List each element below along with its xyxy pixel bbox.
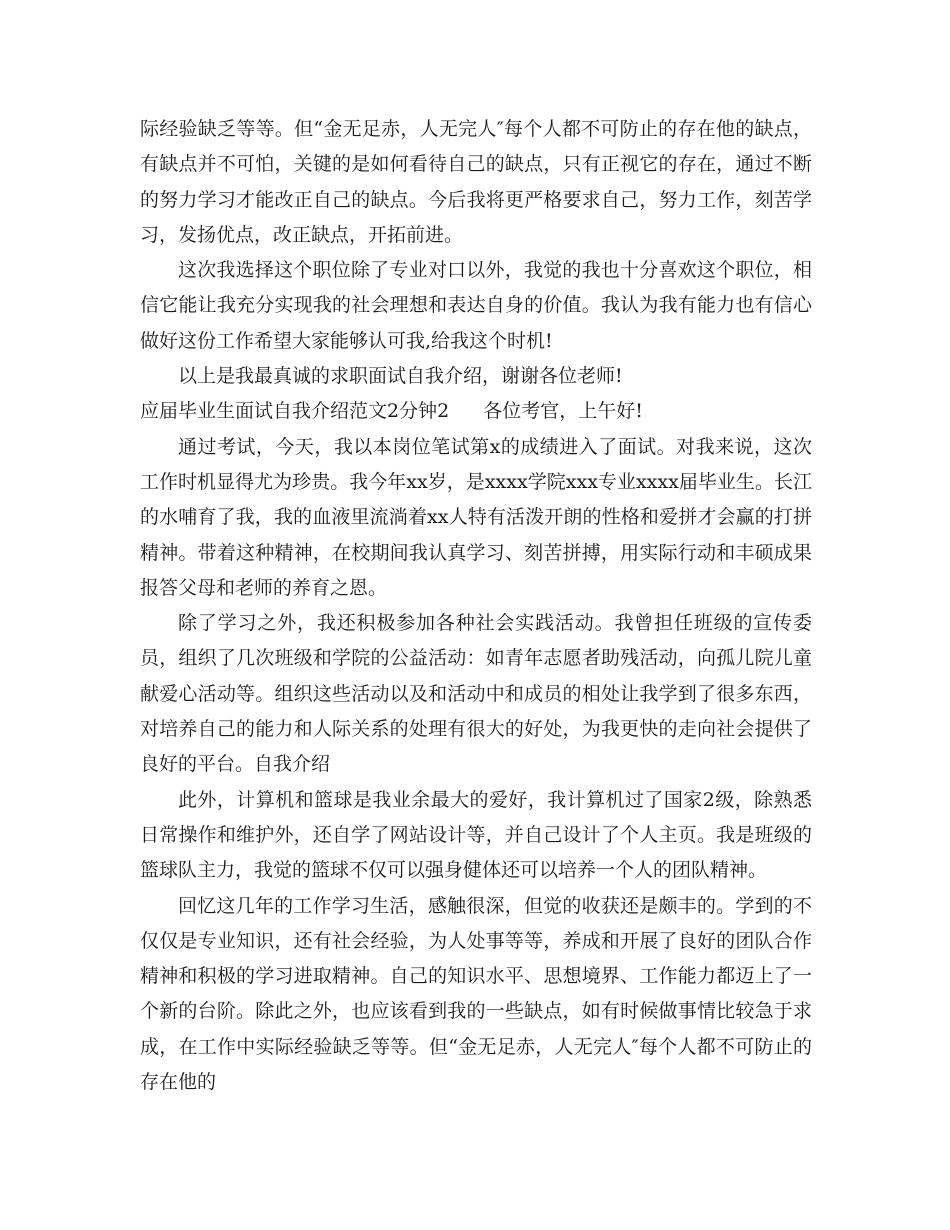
paragraph-reflection: 回忆这几年的工作学习生活，感触很深，但觉的收获还是颇丰的。学到的不仅仅是专业知识，还有社会经验，为人处事等等，养成和开展了良好的团队合作精神和积极的学习进取精神。自己的知识水平、思想境界、工作能力都迈上了一个新的台阶。除此之外，也应该看到我的一些缺点，如有时候做事情比较急于求成，在工作中实际经验缺乏等等。但“金无足赤，人无完人″每个人都不可防止的存在他的 [140, 894, 812, 1094]
greeting-text: 各位考官，上午好! [483, 400, 643, 423]
section-heading-line [140, 394, 812, 429]
section-title: 应届毕业生面试自我介绍范文2分钟2 [140, 400, 450, 423]
paragraph-social-activities: 除了学习之外，我还积极参加各种社会实践活动。我曾担任班级的宣传委员，组织了几次班级和学院的公益活动：如青年志愿者助残活动，向孤儿院儿童献爱心活动等。组织这些活动以及和活动中和成员的相处让我学到了很多东西，对培养自己的能力和人际关系的处理有很大的好处，为我更快的走向社会提供了良好的平台。自我介绍 [140, 612, 812, 776]
paragraph-hobbies: 此外，计算机和篮球是我业余最大的爱好，我计算机过了国家2级，除熟悉日常操作和维护外，还自学了网站设计等，并自己设计了个人主页。我是班级的篮球队主力，我觉的篮球不仅可以强身健体还可以培养一个人的团队精神。 [140, 788, 812, 882]
paragraph-exam-intro: 通过考试，今天，我以本岗位笔试第x的成绩进入了面试。对我来说，这次工作时机显得尤为珍贵。我今年xx岁，是xxxx学院xxx专业xxxx届毕业生。长江的水哺育了我，我的血液里流淌着xx人特有活泼开朗的性格和爱拼才会赢的打拼精神。带着这种精神，在校期间我认真学习、刻苦拼搏，用实际行动和丰硕成果报答父母和老师的养育之恩。 [140, 435, 812, 599]
paragraph-job-choice: 这次我选择这个职位除了专业对口以外，我觉的我也十分喜欢这个职位，相信它能让我充分实现我的社会理想和表达自身的价值。我认为我有能力也有信心做好这份工作希望大家能够认可我,给我这个时机! [140, 259, 812, 352]
document-body [140, 112, 812, 1100]
paragraph-closing-thanks: 以上是我最真诚的求职面试自我介绍，谢谢各位老师! [178, 365, 623, 388]
paragraph-continued: 际经验缺乏等等。但“金无足赤，人无完人″每个人都不可防止的存在他的缺点，有缺点并不可怕，关键的是如何看待自己的缺点，只有正视它的存在，通过不断的努力学习才能改正自己的缺点。今后我将更严格要求自己，努力工作，刻苦学习，发扬优点，改正缺点，开拓前进。 [140, 118, 812, 246]
